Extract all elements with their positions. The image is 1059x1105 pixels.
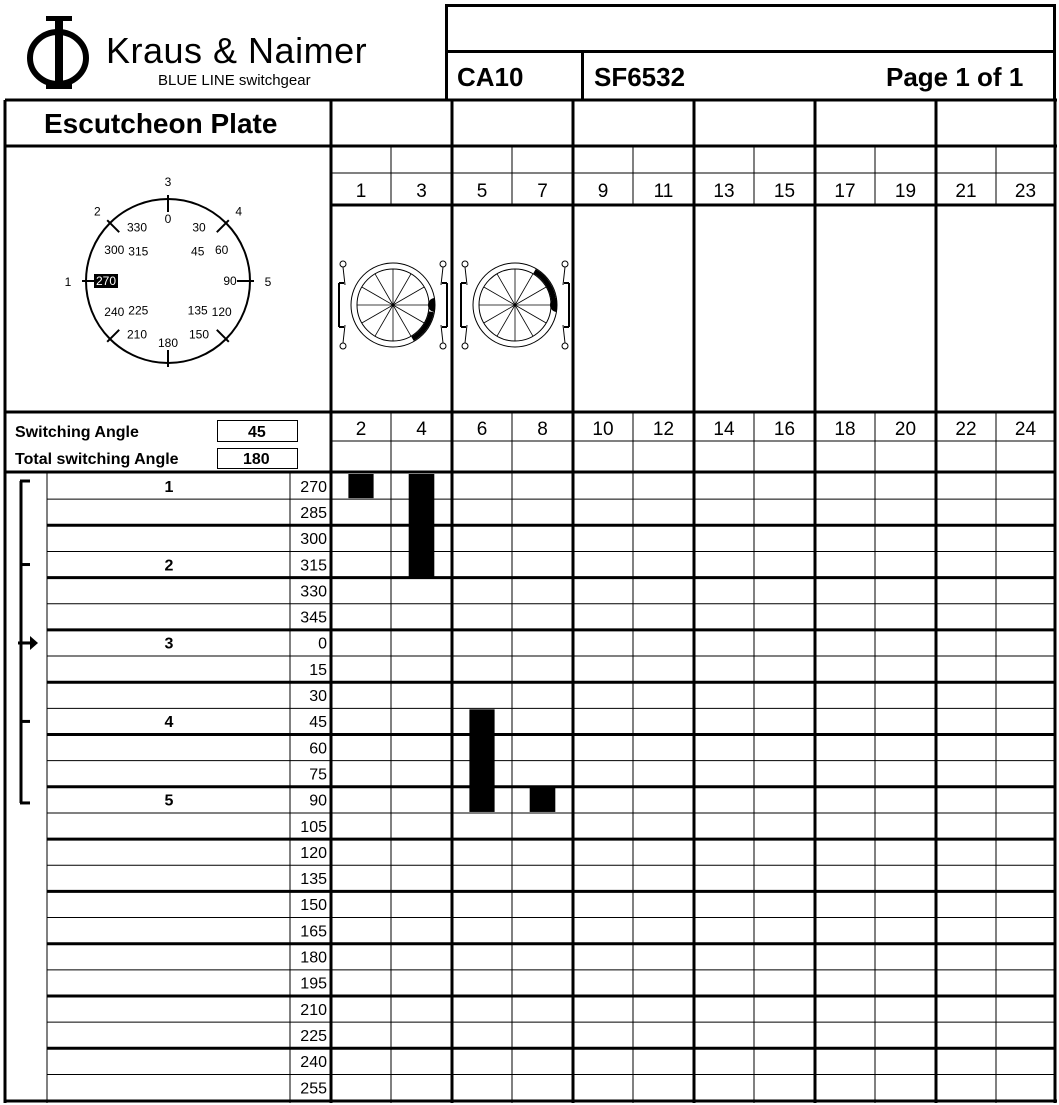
row-position-label: 3	[164, 635, 174, 653]
dial-angle-label: 60	[215, 243, 229, 257]
dial-angle-label: 225	[128, 303, 149, 318]
row-angle-label: 75	[309, 766, 327, 784]
dial-angle-label: 315	[128, 244, 149, 259]
dial-position-label: 5	[264, 275, 272, 289]
dial-angle-label: 150	[188, 327, 210, 342]
row-angle-label: 120	[300, 844, 327, 862]
contact-number-top: 21	[955, 181, 977, 202]
dial-position-label: 1	[64, 275, 72, 289]
dial-angle-label: 240	[104, 305, 125, 319]
dial-position-label: 3	[164, 175, 172, 189]
row-position-label: 4	[164, 714, 174, 732]
series-code: CA10	[457, 62, 524, 92]
brand-name: Kraus & Naimer	[106, 30, 368, 71]
row-angle-label: 330	[300, 583, 327, 601]
contact-closure-bar	[348, 474, 373, 498]
contact-closure-bar	[409, 474, 435, 577]
contact-number-top: 11	[653, 181, 674, 202]
row-angle-label: 15	[309, 661, 327, 679]
contact-number-bottom: 22	[955, 419, 977, 440]
dial-angle-label: 0	[164, 212, 172, 226]
contact-number-top: 1	[355, 181, 367, 202]
row-angle-label: 300	[300, 531, 327, 549]
row-angle-label: 225	[300, 1027, 327, 1045]
row-angle-label: 210	[300, 1001, 327, 1019]
row-angle-label: 345	[300, 609, 327, 627]
contact-number-bottom: 14	[713, 419, 735, 440]
row-angle-label: 0	[318, 635, 327, 653]
contact-number-top: 19	[894, 181, 917, 202]
dial-angle-label: 270	[95, 274, 117, 288]
row-angle-label: 45	[309, 714, 327, 732]
contact-number-bottom: 16	[773, 419, 796, 440]
row-angle-label: 90	[309, 792, 327, 810]
row-angle-label: 150	[300, 897, 327, 915]
dial-angle-label: 120	[211, 305, 232, 319]
contact-number-top: 9	[597, 181, 609, 202]
row-angle-label: 240	[300, 1054, 327, 1072]
arrow-right-icon	[30, 636, 38, 650]
row-angle-label: 105	[300, 818, 327, 836]
dial-angle-label: 300	[104, 243, 125, 257]
contact-number-top: 3	[416, 181, 427, 202]
row-angle-label: 255	[300, 1080, 327, 1098]
contact-number-bottom: 18	[834, 419, 856, 440]
contact-number-top: 13	[713, 181, 735, 202]
row-position-label: 2	[164, 557, 174, 575]
dial-angle-label: 90	[223, 274, 237, 288]
row-angle-label: 270	[300, 478, 327, 496]
total-switching-angle-label: Total switching Angle	[15, 451, 179, 468]
dial-angle-label: 30	[192, 220, 206, 235]
dial-angle-label: 180	[157, 336, 179, 350]
switching-angle-value: 45	[248, 424, 266, 441]
total-switching-angle-value: 180	[243, 451, 270, 468]
contact-number-bottom: 20	[894, 419, 917, 440]
contact-number-bottom: 6	[476, 419, 488, 440]
contact-number-bottom: 8	[537, 419, 548, 440]
contact-number-top: 23	[1014, 181, 1037, 202]
contact-closure-bar	[530, 788, 556, 812]
brand-tagline: BLUE LINE switchgear	[158, 72, 311, 89]
row-angle-label: 135	[300, 871, 327, 889]
row-angle-label: 60	[309, 740, 327, 758]
dial-position-label: 4	[235, 204, 243, 219]
row-angle-label: 285	[300, 504, 327, 522]
dial-angle-label: 135	[187, 303, 208, 318]
row-angle-label: 315	[300, 557, 327, 575]
contact-number-top: 5	[476, 181, 488, 202]
row-position-label: 5	[164, 792, 174, 810]
part-number: SF6532	[594, 62, 686, 92]
dial-angle-label: 210	[126, 327, 148, 342]
section-title: Escutcheon Plate	[44, 108, 278, 139]
contact-number-bottom: 12	[652, 419, 675, 440]
row-angle-label: 195	[300, 975, 327, 993]
dial-position-label: 2	[93, 204, 101, 219]
dial-angle-label: 330	[126, 220, 148, 235]
page-indicator: Page 1 of 1	[886, 62, 1024, 92]
contact-number-top: 7	[537, 181, 548, 202]
contact-number-top: 17	[834, 181, 856, 202]
contact-number-top: 15	[773, 181, 796, 202]
row-angle-label: 165	[300, 923, 327, 941]
dial-angle-label: 45	[191, 244, 205, 259]
contact-number-bottom: 2	[355, 419, 367, 440]
contact-number-bottom: 10	[592, 419, 614, 440]
switching-angle-label: Switching Angle	[15, 424, 139, 441]
contact-closure-bar	[469, 709, 494, 812]
contact-number-bottom: 24	[1014, 419, 1037, 440]
row-position-label: 1	[164, 478, 174, 496]
row-angle-label: 180	[300, 949, 327, 967]
contact-number-bottom: 4	[416, 419, 427, 440]
row-angle-label: 30	[309, 688, 327, 706]
